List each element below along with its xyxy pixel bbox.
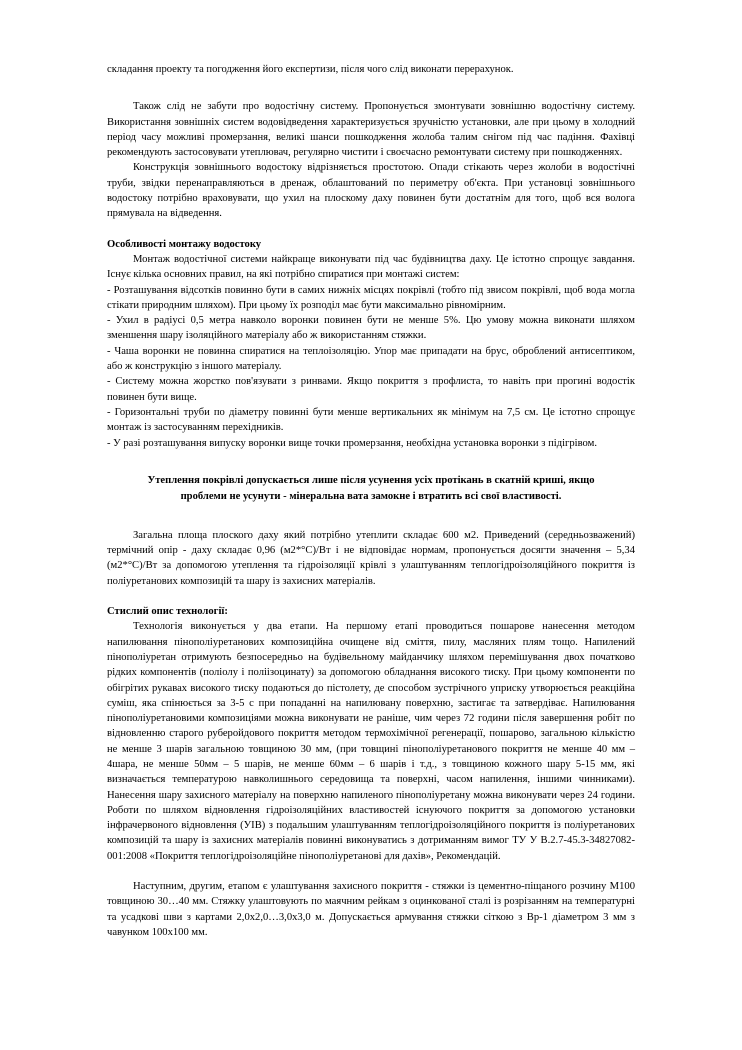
rule-item: - У разі розташування випуску воронки вище точки промерзання, необхідна установка воронки з підігрівом. bbox=[107, 437, 597, 449]
paragraph-second-stage: Наступним, другим, етапом є улаштування захисного покриття - стяжки із цементно-піщаного розчину М100 товщиною 30…40 мм. Стяжку улаштовують по маячним рейкам з оцинкованої сталі із розрізанням на температурні та усадкові шви з картами 2,0х2,0…3,0х3,0 м. Допускається армування стяжки сіткою з Вр-1 діаметром 3 мм з чавунком 100х100 мм. bbox=[107, 881, 635, 938]
rule-item: - Ухил в радіусі 0,5 метра навколо воронки повинен бути не менше 5%. Цю умову можна виконати шляхом зменшення шару ізоляційного матеріалу або ж використанням стяжки. bbox=[107, 315, 635, 342]
paragraph-technology-body: Технологія виконується у два етапи. На першому етапі проводиться пошарове нанесення методом напилювання пінополіуретанових композиційна очищене від сміття, пилу, масляних плям тощо. Напилений пінополіуретан отримують безпосередньо на будівельному майданчику шляхом перемішування двох початково рідких компонентів (поліолу і поліізоцинату) за допомогою обладнання високого тиску. При цьому компоненти по обігрітих рукавах високого тиску подаються до пістолету, де способом зустрічного уприску утворюється реакційна суміш, яка спінюється за 3-5 с при попаданні на напилювану поверхню, застигає та затвердіває. Напилювання пінополіуретановими композиціями можна виконувати не раніше, чим через 72 години після завершення робіт по відновленню старого руберойдового покриття методом термохімічної регенерації, пошарово, загальною кількістю не менше 3 шарів загальною товщиною 30 мм, (при товщині пінополіуретанового покриття не менше 40 мм – 4шара, не менше 50мм – 5 шарів, не менше 60мм – 6 шарів і т.д., з товщиною кожного шару 5-15 мм, які визначається температурою навколишнього середовища та поверхні, часом напилення, іншими чинниками). Нанесення шару захисного матеріалу на поверхню напиленого пінополіуретану можна виконувати через 24 години. Роботи по шляхом відновлення гідроізоляційних властивостей існуючого покриття за допомогою установки інфрачервоного відновлення (УІВ) з подальшим улаштуванням теплогідроізоляційного покриття із поліуретанових композицій та шару із захисних матеріалів повинні виконуватись з дотриманням вимог ТУ У В.2.7-45.3-34827082-001:2008 «Покриття теплогідроізоляційне пінополіуретанові для дахів», Рекомендацій. bbox=[107, 621, 635, 862]
paragraph-install-intro: Монтаж водостічної системи найкраще виконувати під час будівництва даху. Це істотно спрощує завдання. Існує кілька основних правил, на які потрібно спиратися при монтажі систем: bbox=[107, 253, 635, 281]
rule-item: - Систему можна жорстко пов'язувати з ринвами. Якщо покриття з профлиста, то навіть при прогині водостік повинен бути вище. bbox=[107, 376, 635, 403]
paragraph-continuation: складання проекту та погодження його експертизи, після чого слід виконати перерахунок. bbox=[107, 64, 514, 75]
spacer bbox=[107, 864, 635, 879]
document-body bbox=[107, 62, 635, 940]
rule-item: - Чаша воронки не повинна спиратися на теплоізоляцію. Упор має припадати на брус, оброблений антисептиком, або ж конструкцію з іншого матеріалу. bbox=[107, 345, 635, 373]
section-heading-technology: Стислий опис технології: bbox=[107, 606, 228, 618]
rule-item: - Горизонтальні труби по діаметру повинні бути менше вертикальних як мінімум на 7,5 см. Це істотно спрощує монтаж із застосуванням перехідників. bbox=[107, 406, 635, 434]
paragraph-area-calculation: Загальна площа плоского даху який потрібно утеплити складає 600 м2. Приведений (середньозважений) термічний опір - даху складає 0,96 (м2*°С)/Вт і не відповідає нормам, пропонується досягти значення – 5,34 (м2*°С)/Вт за допомогою утеплення та гідроізоляції крівлі з улаштуванням теплогідроізоляційного покриття із поліуретанових композицій та шару із захисних матеріалів. bbox=[107, 529, 635, 587]
spacer bbox=[107, 451, 635, 473]
rule-item: - Розташування відсотків повинно бути в самих нижніх місцях покрівлі (тобто під звисом покрівлі, щоб вода могла стікати природним шляхом). При цьому їх розподіл має бути максимально рівномірним. bbox=[107, 284, 635, 311]
spacer bbox=[107, 222, 635, 237]
section-heading-install: Особливості монтажу водостоку bbox=[107, 238, 262, 250]
paragraph-drainage-intro: Також слід не забути про водостічну систему. Пропонується змонтувати зовнішню водостічну систему. Використання зовнішніх систем водовідведення характеризується зручністю установки, але при цьому в холодний період часу можливі промерзання, великі шанси пошкодження жолоба талим снігом під час падіння. Фахівці рекомендують застосовувати утеплювач, регулярно чистити і своєчасно ремонтувати систему при пошкодженнях. bbox=[107, 101, 635, 159]
spacer bbox=[107, 77, 635, 99]
spacer bbox=[107, 589, 635, 604]
paragraph-drainage-construction: Конструкція зовнішнього водостоку відрізняється простотою. Опади стікають через жолоби в водостічні труби, звідки перенаправляються в дренаж, облаштований по периметру об'єкта. При установці зовнішнього водостоку потрібно враховувати, що ухил на плоскому даху повинен бути достатнім для того, щоб вся волога прямувала на відведення. bbox=[107, 162, 635, 220]
emphasis-note: Утеплення покрівлі допускається лише після усунення усіх протікань в скатній криші, якщо проблеми не усунути - мінеральна вата замокне і втратить всі свої властивості. bbox=[147, 474, 595, 503]
spacer bbox=[107, 506, 635, 528]
